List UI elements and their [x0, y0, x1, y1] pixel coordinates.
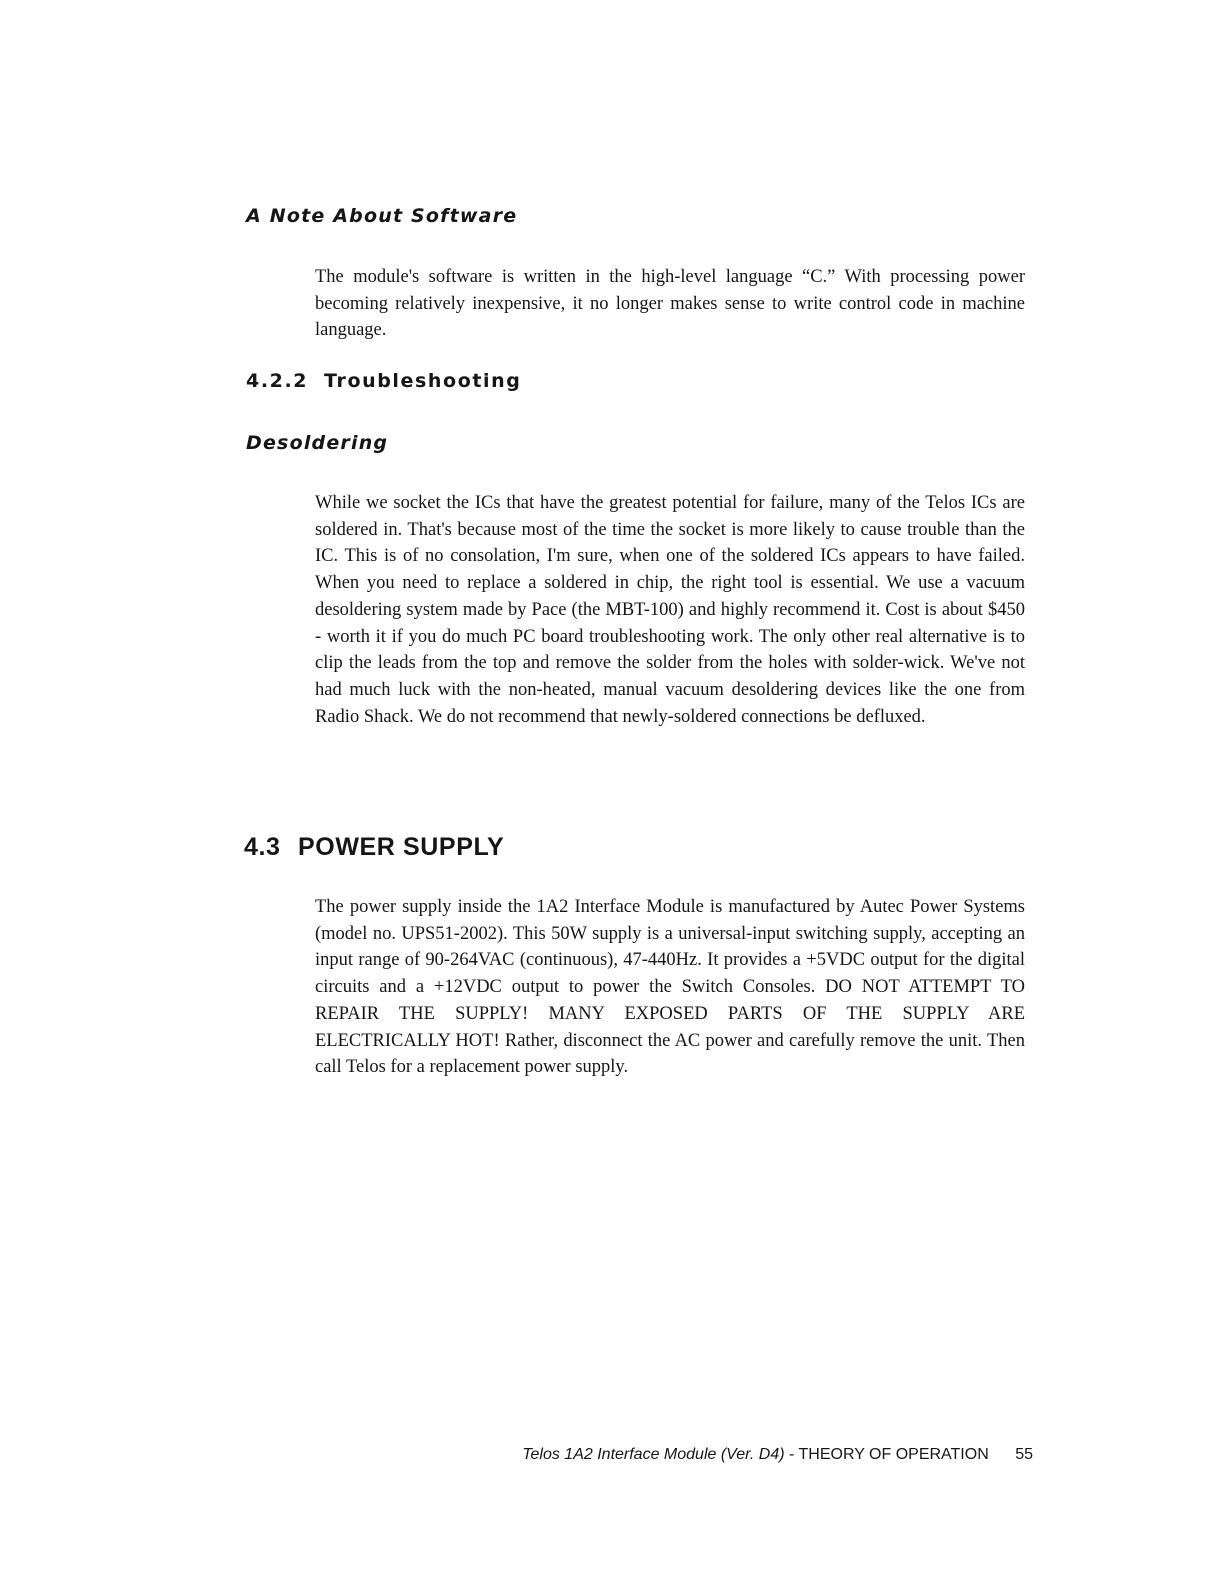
footer-page-number: 55	[1015, 1446, 1033, 1463]
power-supply-section-title: POWER SUPPLY	[298, 833, 505, 861]
power-supply-heading	[244, 833, 504, 862]
note-about-software-paragraph: The module's software is written in the high-level language “C.” With processing power becoming relatively inexpensive, it no longer makes sense to write control code in machine language.	[315, 267, 1025, 341]
troubleshooting-section-number: 4.2.2	[246, 370, 309, 392]
troubleshooting-heading	[246, 370, 522, 392]
footer-document-title: Telos 1A2 Interface Module (Ver. D4)	[522, 1446, 785, 1463]
troubleshooting-section-title: Troubleshooting	[324, 370, 522, 392]
power-supply-section-number: 4.3	[244, 833, 281, 861]
page-footer	[522, 1446, 1033, 1464]
desoldering-paragraph: While we socket the ICs that have the greatest potential for failure, many of the Telos ICs are soldered in. That's because most of the time the socket is more likely to cause trouble than the IC. This is of no consolation, I'm sure, when one of the soldered ICs appears to have failed. When you need to replace a soldered in chip, the right tool is essential. We use a vacuum desoldering system made by Pace (the MBT-100) and highly recommend it. Cost is about $450 - worth it if you do much PC board troubleshooting work. The only other real alternative is to clip the leads from the top and remove the solder from the holes with solder-wick. We've not had much luck with the non-heated, manual vacuum desoldering devices like the one from Radio Shack. We do not recommend that newly-soldered connections be defluxed.	[315, 493, 1025, 727]
power-supply-paragraph: The power supply inside the 1A2 Interface Module is manufactured by Autec Power Systems (model no. UPS51-2002). This 50W supply is a universal-input switching supply, accepting an input range of 90-264VAC (continuous), 47-440Hz. It provides a +5VDC output for the digital circuits and a +12VDC output to power the Switch Consoles. DO NOT ATTEMPT TO REPAIR THE SUPPLY! MANY EXPOSED PARTS OF THE SUPPLY ARE ELECTRICALLY HOT! Rather, disconnect the AC power and carefully remove the unit. Then call Telos for a replacement power supply.	[315, 897, 1025, 1078]
note-about-software-heading: A Note About Software	[246, 205, 518, 227]
desoldering-heading: Desoldering	[246, 432, 389, 454]
footer-section-label: - THEORY OF OPERATION	[789, 1446, 989, 1463]
